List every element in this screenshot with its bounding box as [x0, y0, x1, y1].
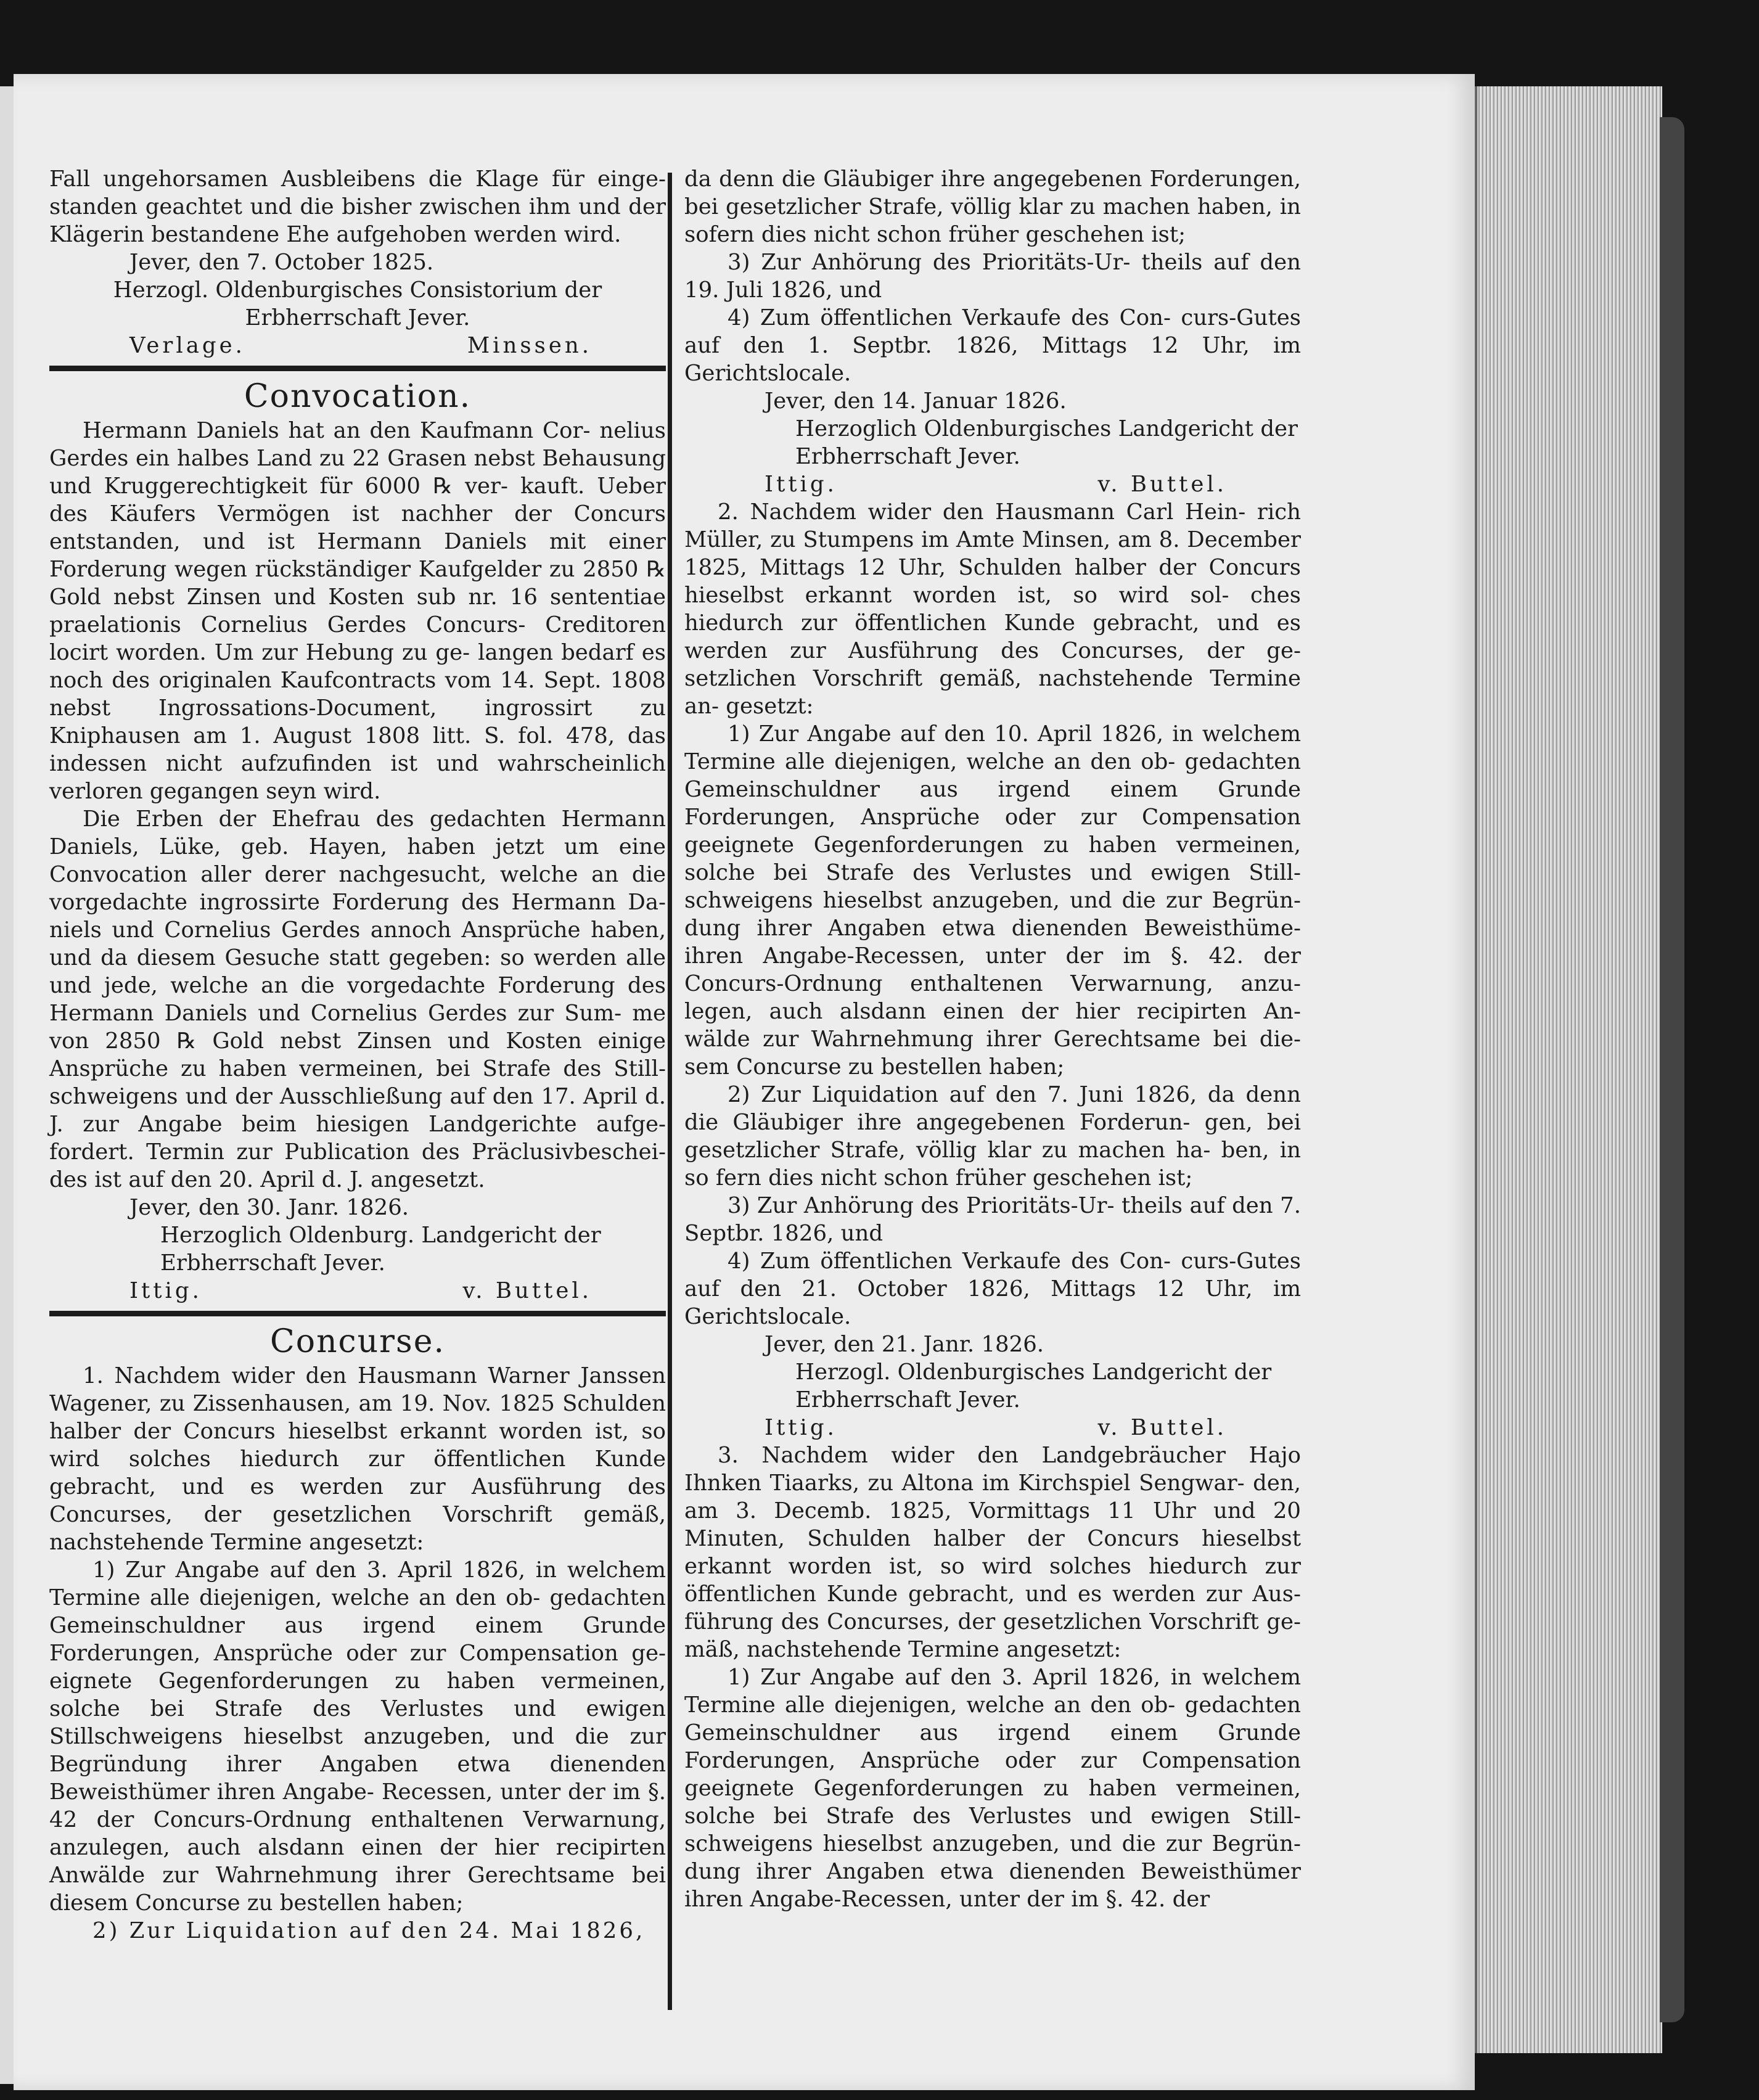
- intro-place-date: Jever, den 7. October 1825.: [129, 250, 434, 275]
- section-rule: [49, 1311, 666, 1316]
- place-date: Jever, den 14. Januar 1826.: [765, 388, 1067, 414]
- signer-right: v. Buttel.: [1097, 1415, 1227, 1440]
- signer-left: Ittig.: [129, 1278, 202, 1303]
- convocation-heading: Convocation.: [244, 378, 472, 415]
- convocation-paragraph: Hermann Daniels hat an den Kaufmann Cor- nelius Gerdes ein halbes Land zu 22 Grasen nebst Behausung und Kruggerechtigkeit für 6000 ℞ ver- kauft. Ueber des Käufers Vermögen ist nachher der Concurs entstanden, und ist Hermann Daniels mit einer Forderung wegen rückständiger Kaufgelder zu 2850 ℞ Gold nebst Zinsen und Kosten sub nr. 16 sententiae praelationis Cornelius Gerdes Concurs- Creditoren locirt worden. Um zur Hebung zu ge- langen bedarf es noch des originalen Kaufcontracts vom 14. Sept. 1808 nebst Ingrossations-Document, ingrossirt zu Kniphausen am 1. August 1808 litt. S. fol. 478, das indessen nicht aufzufinden ist und wahrscheinlich verloren gegangen seyn wird.: [49, 418, 666, 804]
- signer-left: Ittig.: [765, 472, 837, 497]
- book-cover-edge: [1660, 117, 1684, 2022]
- publisher-line: [49, 332, 666, 359]
- concurse-paragraph: 2. Nachdem wider den Hausmann Carl Hein- rich Müller, zu Stumpens im Amte Minsen, am 8. December 1825, Mittags 12 Uhr, Schulden halber der Concurs hieselbst erkannt worden ist, so wird sol- ches hiedurch zur öffentlichen Kunde gebracht, und es werden zur Ausführung des Concurses, der ge- setzlichen Vorschrift gemäß, nachstehende Termine an- gesetzt:: [684, 499, 1301, 719]
- intro-paragraph: Fall ungehorsamen Ausbleibens die Klage für einge- standen geachtet und die bisher zwischen ihm und der Klägerin bestandene Ehe aufgehoben werden wird.: [49, 166, 666, 247]
- page-stack-edge: [1475, 86, 1662, 2053]
- signatures: [684, 1414, 1301, 1442]
- continuation-paragraph: da denn die Gläubiger ihre angegebenen Forderungen, bei gesetzlicher Strafe, völlig klar zu machen haben, in sofern dies nicht schon früher geschehen ist;: [684, 166, 1301, 247]
- term-item: 1) Zur Angabe auf den 10. April 1826, in welchem Termine alle diejenigen, welche an den ob- gedachten Gemeinschuldner aus irgend einem Grunde Forderungen, Ansprüche oder zur Compensation geeignete Gegenforderungen zu haben vermeinen, solche bei Strafe des Verlustes und ewigen Still- schweigens hieselbst anzugeben, und die zur Begrün- dung ihrer Angaben etwa dienenden Beweisthüme- ihren Angabe-Recessen, unter der im §. 42. der Concurs-Ordnung enthaltenen Verwarnung, anzu- legen, auch alsdann einen der hier recipirten An- wälde zur Wahrnehmung ihrer Gerechtsame bei die- sem Concurse zu bestellen haben;: [684, 721, 1301, 1080]
- place-date: Jever, den 21. Janr. 1826.: [765, 1332, 1044, 1357]
- court-authority: Herzoglich Oldenburgisches Landgericht der Erbherrschaft Jever.: [795, 416, 1298, 469]
- intro-authority: Herzogl. Oldenburgisches Consistorium der Erbherrschaft Jever.: [113, 277, 602, 330]
- term-item: 1) Zur Angabe auf den 3. April 1826, in welchem Termine alle diejenigen, welche an den ob- gedachten Gemeinschuldner aus irgend einem Grunde Forderungen, Ansprüche oder zur Compensation geeignete Gegenforderungen zu haben vermeinen, solche bei Strafe des Verlustes und ewigen Still- schweigens hieselbst anzugeben, und die zur Begrün- dung ihrer Angaben etwa dienenden Beweisthümer ihren Angabe-Recessen, unter der im §. 42. der: [684, 1665, 1301, 1912]
- signer-right: v. Buttel.: [462, 1278, 592, 1303]
- term-item: 3) Zur Anhörung des Prioritäts-Ur- theils auf den 19. Juli 1826, und: [684, 250, 1301, 303]
- convocation-signatures: [49, 1277, 666, 1305]
- section-rule: [49, 366, 666, 371]
- concurse-heading: Concurse.: [269, 1323, 446, 1360]
- concurse-item: 1) Zur Angabe auf den 3. April 1826, in welchem Termine alle diejenigen, welche an den ob- gedachten Gemeinschuldner aus irgend einem Grunde Forderungen, Ansprüche oder zur Compensation ge- eignete Gegenforderungen zu haben vermeinen, solche bei Strafe des Verlustes und ewigen Stillschweigens hieselbst anzugeben, und die zur Begründung ihrer Angaben etwa dienenden Beweisthümer ihren Angabe- Recessen, unter der im §. 42 der Concurs-Ordnung enthaltenen Verwarnung, anzulegen, auch alsdann einen der hier recipirten Anwälde zur Wahrnehmung ihrer Gerechtsame bei diesem Concurse zu bestellen haben;: [49, 1557, 666, 1916]
- signer-left: Ittig.: [765, 1415, 837, 1440]
- publisher-name: Minssen.: [467, 333, 592, 358]
- term-item: 4) Zum öffentlichen Verkaufe des Con- curs-Gutes auf den 21. October 1826, Mittags 12 Uhr, im Gerichtslocale.: [684, 1249, 1301, 1329]
- concurse-paragraph: 3. Nachdem wider den Landgebräucher Hajo Ihnken Tiaarks, zu Altona im Kirchspiel Sengwar- den, am 3. Decemb. 1825, Vormittags 11 Uhr und 20 Minuten, Schulden halber der Concurs hieselbst erkannt worden ist, so wird solches hiedurch zur öffentlichen Kunde gebracht, und es werden zur Aus- führung des Concurses, der gesetzlichen Vorschrift ge- mäß, nachstehende Termine angesetzt:: [684, 1443, 1301, 1662]
- signatures: [684, 470, 1301, 498]
- right-column: [684, 165, 1301, 1913]
- column-divider: [668, 173, 672, 2010]
- court-authority: Herzogl. Oldenburgisches Landgericht der Erbherrschaft Jever.: [795, 1360, 1272, 1413]
- convocation-paragraph: Die Erben der Ehefrau des gedachten Hermann Daniels, Lüke, geb. Hayen, haben jetzt um eine Convocation aller derer nachgesucht, welche an die vorgedachte ingrossirte Forderung des Hermann Da- niels und Cornelius Gerdes annoch Ansprüche haben, und da diesem Gesuche statt gegeben: so werden alle und jede, welche an die vorgedachte Forderung des Hermann Daniels und Cornelius Gerdes zur Sum- me von 2850 ℞ Gold nebst Zinsen und Kosten einige Ansprüche zu haben vermeinen, bei Strafe des Still- schweigens und der Ausschließung auf den 17. April d. J. zur Angabe beim hiesigen Landgerichte aufge- fordert. Termin zur Publication des Präclusivbeschei- des ist auf den 20. April d. J. angesetzt.: [49, 806, 666, 1192]
- convocation-authority: Herzoglich Oldenburg. Landgericht der Erbherrschaft Jever.: [160, 1223, 601, 1276]
- publisher-label: Verlage.: [129, 333, 245, 358]
- term-item: 3) Zur Anhörung des Prioritäts-Ur- theils auf den 7. Septbr. 1826, und: [684, 1193, 1301, 1246]
- left-column: [49, 165, 666, 1945]
- signer-right: v. Buttel.: [1097, 472, 1227, 497]
- concurse-paragraph: 1. Nachdem wider den Hausmann Warner Janssen Wagener, zu Zissenhausen, am 19. Nov. 1825 Schulden halber der Concurs hieselbst erkannt worden ist, so wird solches hiedurch zur öffentlichen Kunde gebracht, und es werden zur Ausführung des Concurses, der gesetzlichen Vorschrift gemäß, nachstehende Termine angesetzt:: [49, 1363, 666, 1555]
- term-item: 4) Zum öffentlichen Verkaufe des Con- curs-Gutes auf den 1. Septbr. 1826, Mittags 12 Uhr, im Gerichtslocale.: [684, 305, 1301, 386]
- term-item: 2) Zur Liquidation auf den 7. Juni 1826, da denn die Gläubiger ihre angegebenen Forderun- gen, bei gesetzlicher Strafe, völlig klar zu machen ha- ben, in so fern dies nicht schon früher geschehen ist;: [684, 1082, 1301, 1191]
- concurse-item: 2) Zur Liquidation auf den 24. Mai 1826,: [92, 1918, 646, 1943]
- convocation-place-date: Jever, den 30. Janr. 1826.: [129, 1195, 409, 1220]
